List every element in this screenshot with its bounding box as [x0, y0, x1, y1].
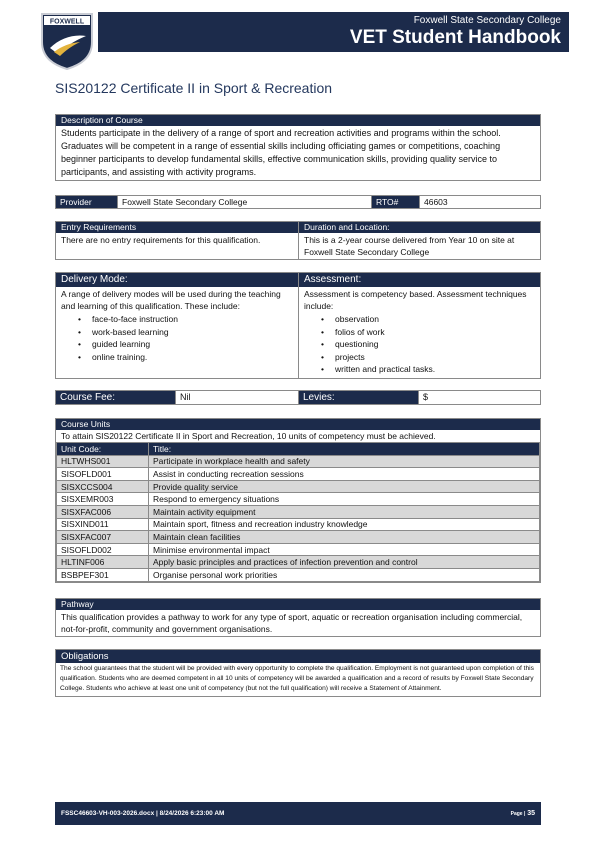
- list-item: • observation: [321, 313, 540, 326]
- levies-label: Levies:: [299, 391, 419, 404]
- duration-heading: Duration and Location:: [299, 222, 540, 233]
- list-item: • online training.: [78, 351, 298, 364]
- pathway-heading: Pathway: [56, 599, 540, 610]
- unit-code: SISXEMR003: [57, 493, 149, 506]
- unit-code: SISOFLD002: [57, 543, 149, 556]
- units-intro: To attain SIS20122 Certificate II in Sport and Recreation, 10 units of competency must be achieved.: [61, 431, 436, 441]
- description-section: [55, 114, 541, 181]
- logo-text: FOXWELL: [49, 18, 85, 26]
- assessment-heading: Assessment:: [299, 273, 540, 287]
- provider-label: Provider: [56, 196, 118, 208]
- units-table: [56, 442, 540, 582]
- unit-code: SISXCCS004: [57, 480, 149, 493]
- footer-document-info: FSSC46603-VH-003-2026.docx | 8/24/2026 6:23:00 AM: [61, 810, 225, 817]
- unit-title: Organise personal work priorities: [149, 568, 540, 581]
- list-item: • projects: [321, 351, 540, 364]
- unit-title: Maintain sport, fitness and recreation industry knowledge: [149, 518, 540, 531]
- list-item: • work-based learning: [78, 326, 298, 339]
- handbook-title: VET Student Handbook: [349, 27, 561, 48]
- rto-value: 46603: [424, 197, 448, 207]
- levies-value: $: [423, 392, 429, 402]
- table-row: [57, 505, 540, 518]
- unit-title: Minimise environmental impact: [149, 543, 540, 556]
- course-title: SIS20122 Certificate II in Sport & Recreation: [55, 80, 333, 96]
- list-item: • questioning: [321, 338, 540, 351]
- unit-code-header: Unit Code:: [57, 443, 149, 456]
- description-heading: Description of Course: [56, 115, 540, 126]
- table-row: [57, 468, 540, 481]
- table-row: [57, 480, 540, 493]
- provider-value: Foxwell State Secondary College: [118, 196, 372, 208]
- list-item: • written and practical tasks.: [321, 363, 540, 376]
- unit-title-header: Title:: [149, 443, 540, 456]
- obligations-section: [55, 649, 541, 697]
- description-text: Students participate in the delivery of a range of sport and recreation activities and programs within the school. Graduates will be competent in a range of essential skills including officiating games or competitions, coaching beginner participants to develop fundamental skills, effective communication skills, providing quality service to participants, and assisting with activity programs.: [61, 128, 501, 177]
- footer-page: [511, 810, 535, 817]
- delivery-list: [56, 313, 298, 363]
- unit-title: Assist in conducting recreation sessions: [149, 468, 540, 481]
- course-fee-value: Nil: [176, 391, 299, 404]
- unit-code: SISXFAC006: [57, 505, 149, 518]
- table-row: [57, 493, 540, 506]
- unit-code: BSBPEF301: [57, 568, 149, 581]
- rto-label: RTO#: [372, 196, 420, 208]
- unit-code: HLTINF006: [57, 556, 149, 569]
- unit-code: SISXIND011: [57, 518, 149, 531]
- unit-title: Respond to emergency situations: [149, 493, 540, 506]
- page-number: 35: [527, 810, 535, 817]
- table-row: [57, 568, 540, 581]
- course-fee-label: Course Fee:: [56, 391, 176, 404]
- unit-title: Participate in workplace health and safety: [149, 455, 540, 468]
- college-name: Foxwell State Secondary College: [413, 15, 561, 26]
- pathway-text: This qualification provides a pathway to work for any type of sport, aquatic or recreation organisation including commercial, not-for-profit, community and government organisations.: [61, 612, 523, 634]
- assessment-intro: Assessment is competency based. Assessment techniques include:: [304, 289, 527, 311]
- unit-title: Provide quality service: [149, 480, 540, 493]
- page-footer: [55, 802, 541, 825]
- entry-heading: Entry Requirements: [56, 222, 298, 233]
- assessment-list: [299, 313, 540, 376]
- pathway-section: [55, 598, 541, 637]
- provider-row: [55, 195, 541, 209]
- delivery-intro: A range of delivery modes will be used during the teaching and learning of this qualification. These include:: [61, 289, 281, 311]
- obligations-heading: Obligations: [56, 650, 540, 663]
- delivery-assessment-section: [55, 272, 541, 379]
- unit-code: SISXFAC007: [57, 531, 149, 544]
- course-units-section: [55, 418, 541, 583]
- table-row: [57, 518, 540, 531]
- unit-title: Apply basic principles and practices of infection prevention and control: [149, 556, 540, 569]
- table-row: [57, 543, 540, 556]
- unit-title: Maintain activity equipment: [149, 505, 540, 518]
- fees-row: [55, 390, 541, 405]
- table-row: [57, 455, 540, 468]
- header-band: [98, 12, 569, 52]
- entry-duration-section: [55, 221, 541, 260]
- list-item: • guided learning: [78, 338, 298, 351]
- obligations-text: The school guarantees that the student will be provided with every opportunity to complete the qualification. Employment is not guaranteed upon completion of this qualification. Students who are deemed competent in all 10 units of competency will be awarded a qualification and a record of results by Foxwell State Secondary College. Students who achieve at least one unit of competency (but not the full qualification) will receive a Statement of Attainment.: [60, 665, 534, 692]
- unit-code: HLTWHS001: [57, 455, 149, 468]
- college-logo: [40, 12, 94, 70]
- duration-text: This is a 2-year course delivered from Year 10 on site at Foxwell State Secondary College: [304, 235, 515, 257]
- list-item: • folios of work: [321, 326, 540, 339]
- delivery-heading: Delivery Mode:: [56, 273, 298, 287]
- unit-title: Maintain clean facilities: [149, 531, 540, 544]
- table-row: [57, 556, 540, 569]
- page-label: Page |: [510, 811, 526, 817]
- unit-code: SISOFLD001: [57, 468, 149, 481]
- entry-text: There are no entry requirements for this qualification.: [61, 235, 261, 245]
- list-item: • face-to-face instruction: [78, 313, 298, 326]
- units-heading: Course Units: [56, 419, 540, 430]
- table-row: [57, 531, 540, 544]
